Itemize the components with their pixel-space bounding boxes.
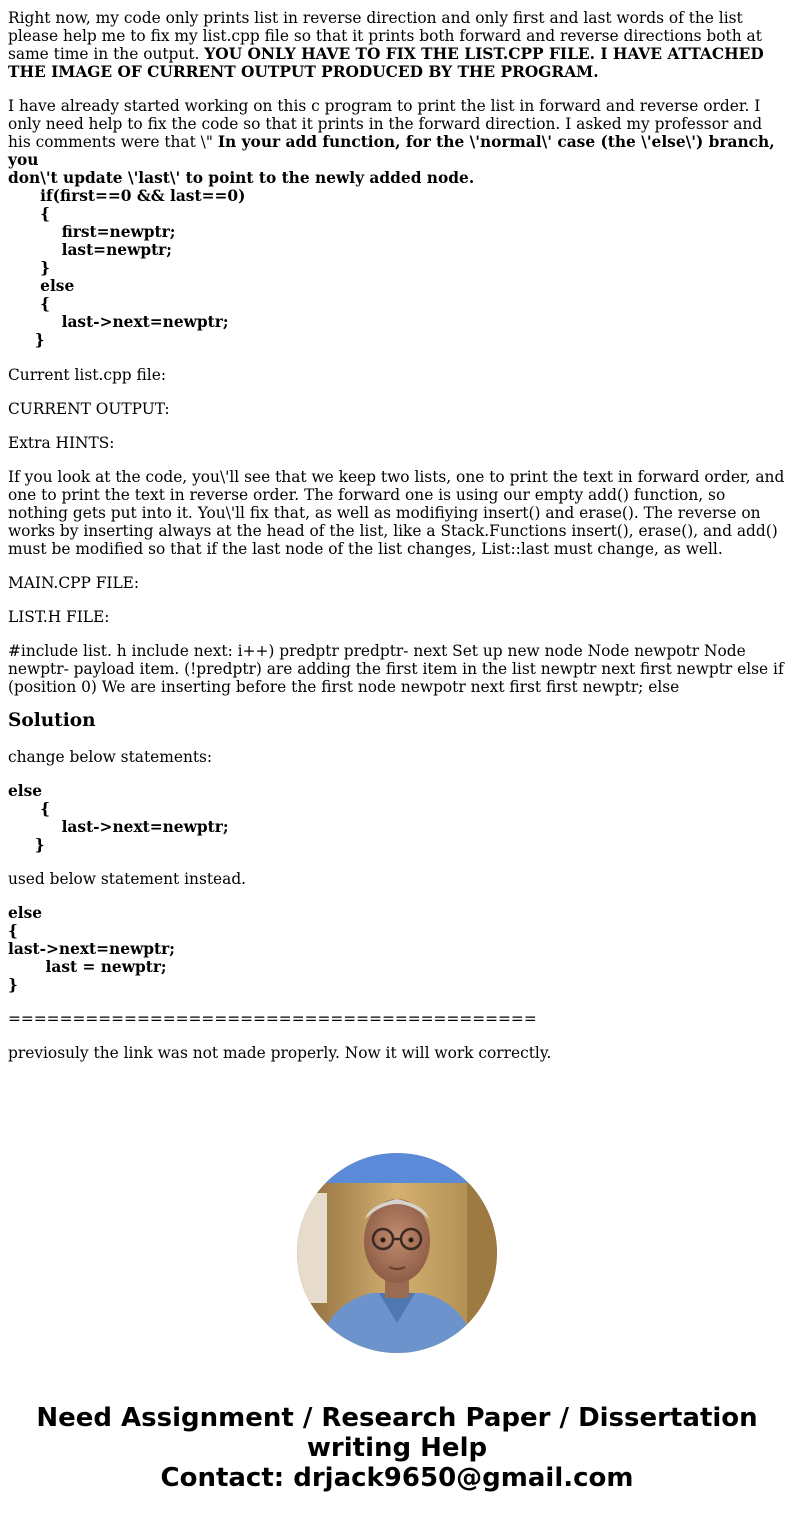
intro-paragraph [8,9,786,81]
tutor-portrait-image [297,1153,497,1353]
solution-heading: Solution [8,710,96,731]
promo-banner [0,1403,794,1493]
separator-line: ========================================= [8,1010,537,1028]
professor-comment-paragraph [8,97,786,349]
promo-contact: Contact: drjack9650@gmail.com [160,1463,634,1493]
ocr-code-text: #include list. h include next: i++) predptr predptr- next Set up new node Node newpotr Node newptr- payload item. (!predptr) are adding the first item in the list newptr next first newptr else if (position 0) We are inserting before the first node newpotr next first first newptr; else [8,642,784,696]
promo-line-2: writing Help [306,1433,488,1463]
hints-paragraph: If you look at the code, you\'ll see that we keep two lists, one to print the text in forward order, and one to print the text in reverse order. The forward one is using our empty add() function, so nothing gets put into it. You\'ll fix that, as well as modifiying insert() and erase(). The reverse on works by inserting always at the head of the list, like a Stack.Functions insert(), erase(), and add() must be modified so that if the last node of the list changes, List::last must change, as well. [8,468,785,558]
list-h-label: LIST.H FILE: [8,608,110,626]
tutor-avatar [297,1153,497,1353]
professor-comment-text: I have already started working on this c program to print the list in forward and reverse order. I only need help to fix the code so that it prints in the forward direction. I asked my professor and his comments were that \" [8,97,763,151]
current-output-label: CURRENT OUTPUT: [8,400,170,418]
intro-text: Right now, my code only prints list in reverse direction and only first and last words of the list please help me to fix my list.cpp file so that it prints both forward and reverse directions both at same time in the output. [8,9,762,63]
closing-text: previosuly the link was not made properly. Now it will work correctly. [8,1044,552,1062]
intro-bold-text: YOU ONLY HAVE TO FIX THE LIST.CPP FILE. I HAVE ATTACHED THE IMAGE OF CURRENT OUTPUT PRODUCED BY THE PROGRAM. [8,45,764,81]
professor-comment-code: In your add function, for the \'normal\' case (the \'else\') branch, you don\'t update \'last\' to point to the newly added node. if(first==0 && last==0) { first=newptr; last=newptr; } else { last->next=newptr; } [8,133,775,349]
main-cpp-label: MAIN.CPP FILE: [8,574,140,592]
question-content [8,9,786,1078]
old-code-block: else { last->next=newptr; } [8,782,229,854]
change-label: change below statements: [8,748,213,766]
promo-line-1: Need Assignment / Research Paper / Dissertation [36,1403,758,1433]
current-list-label: Current list.cpp file: [8,366,167,384]
new-code-block: else { last->next=newptr; last = newptr; } [8,904,175,994]
extra-hints-label: Extra HINTS: [8,434,115,452]
used-label: used below statement instead. [8,870,247,888]
